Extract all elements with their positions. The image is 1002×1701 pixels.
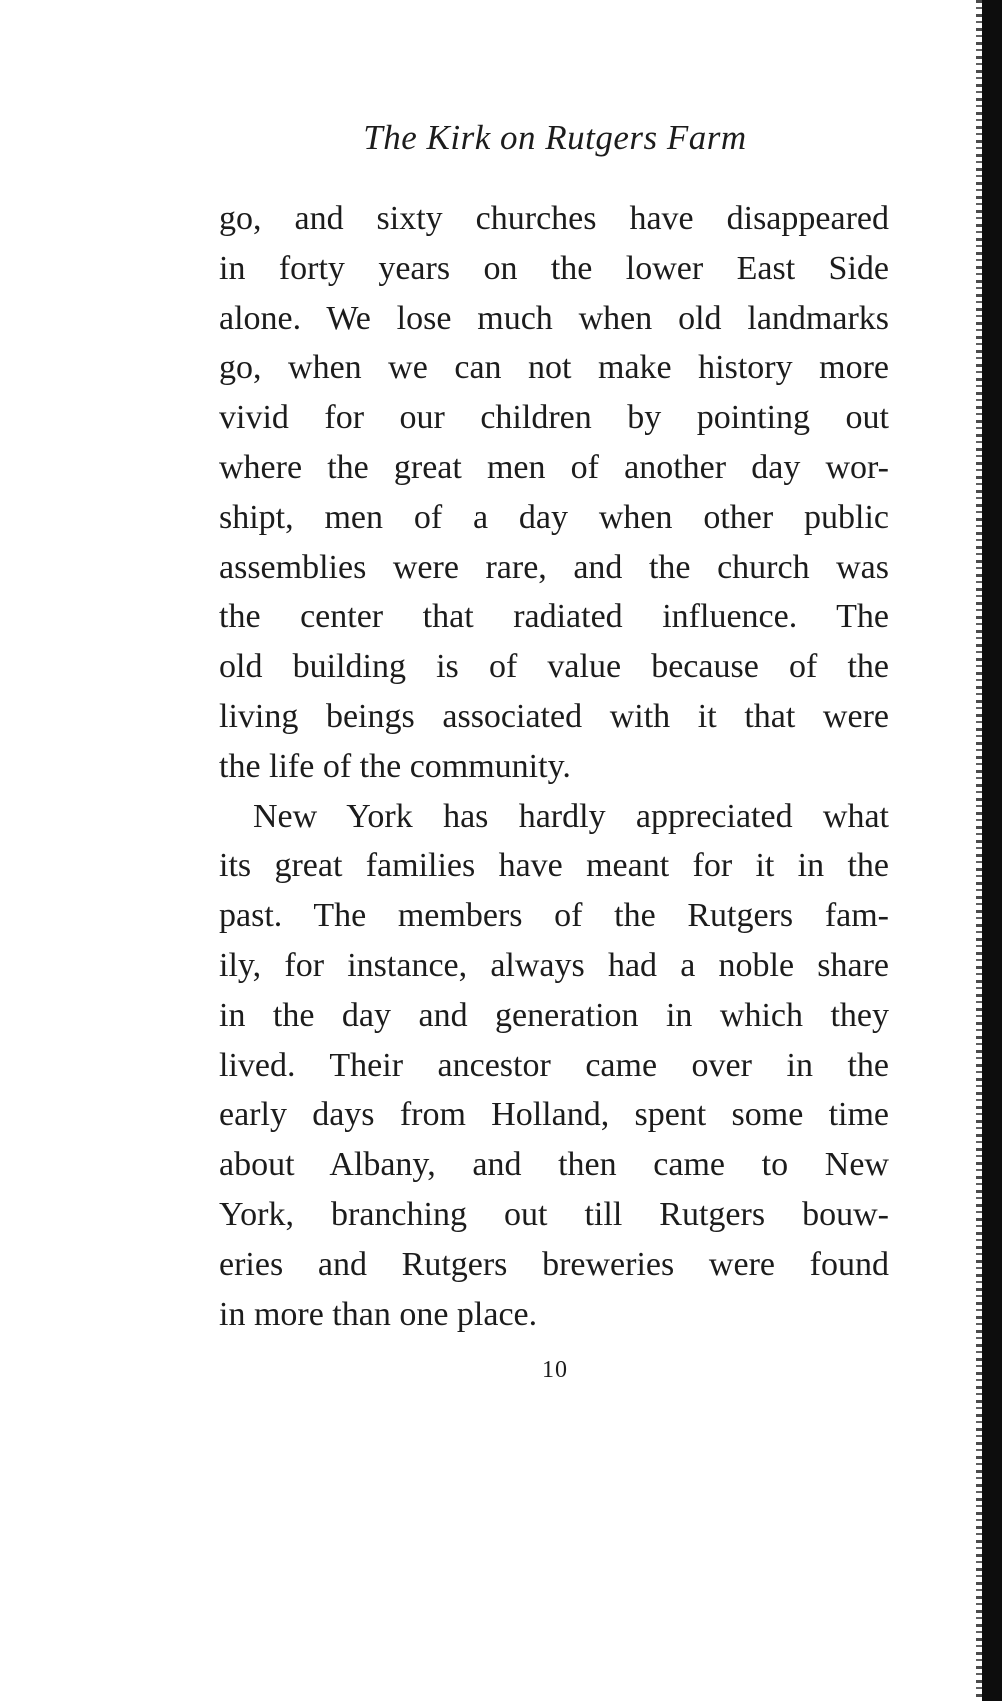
text-line: vivid for our children by pointing out [219, 399, 889, 437]
text-line: alone. We lose much when old landmarks [219, 299, 889, 337]
text-line: lived. Their ancestor came over in the [219, 1046, 889, 1084]
text-line: in forty years on the lower East Side [219, 249, 889, 287]
text-line: in more than one place. [219, 1295, 538, 1333]
text-line: early days from Holland, spent some time [219, 1096, 889, 1134]
body-text [219, 194, 889, 1339]
running-head: The Kirk on Rutgers Farm [363, 118, 747, 157]
text-line: eries and Rutgers breweries were found [219, 1245, 889, 1283]
text-line: the center that radiated influence. The [219, 598, 889, 636]
text-line: in the day and generation in which they [219, 996, 889, 1034]
text-line: shipt, men of a day when other public [219, 498, 889, 536]
text-line: go, and sixty churches have disappeared [219, 200, 889, 237]
text-line: living beings associated with it that were [219, 697, 889, 735]
book-spine-shadow [982, 0, 1002, 1701]
text-line: ily, for instance, always had a noble share [219, 946, 889, 984]
page-number: 10 [542, 1357, 568, 1383]
paragraph-1 [219, 194, 889, 792]
text-line: past. The members of the Rutgers fam- [219, 897, 889, 935]
text-line: go, when we can not make history more [219, 349, 889, 387]
paragraph-2 [219, 792, 889, 1340]
text-line: York, branching out till Rutgers bouw- [219, 1195, 889, 1233]
text-line: its great families have meant for it in the [219, 847, 889, 885]
text-line: the life of the community. [219, 747, 571, 785]
text-line: where the great men of another day wor- [219, 448, 889, 486]
text-line: assemblies were rare, and the church was [219, 548, 889, 586]
text-line: about Albany, and then came to New [219, 1146, 889, 1184]
text-line: New York has hardly appreciated what [253, 797, 889, 835]
text-line: old building is of value because of the [219, 648, 889, 686]
